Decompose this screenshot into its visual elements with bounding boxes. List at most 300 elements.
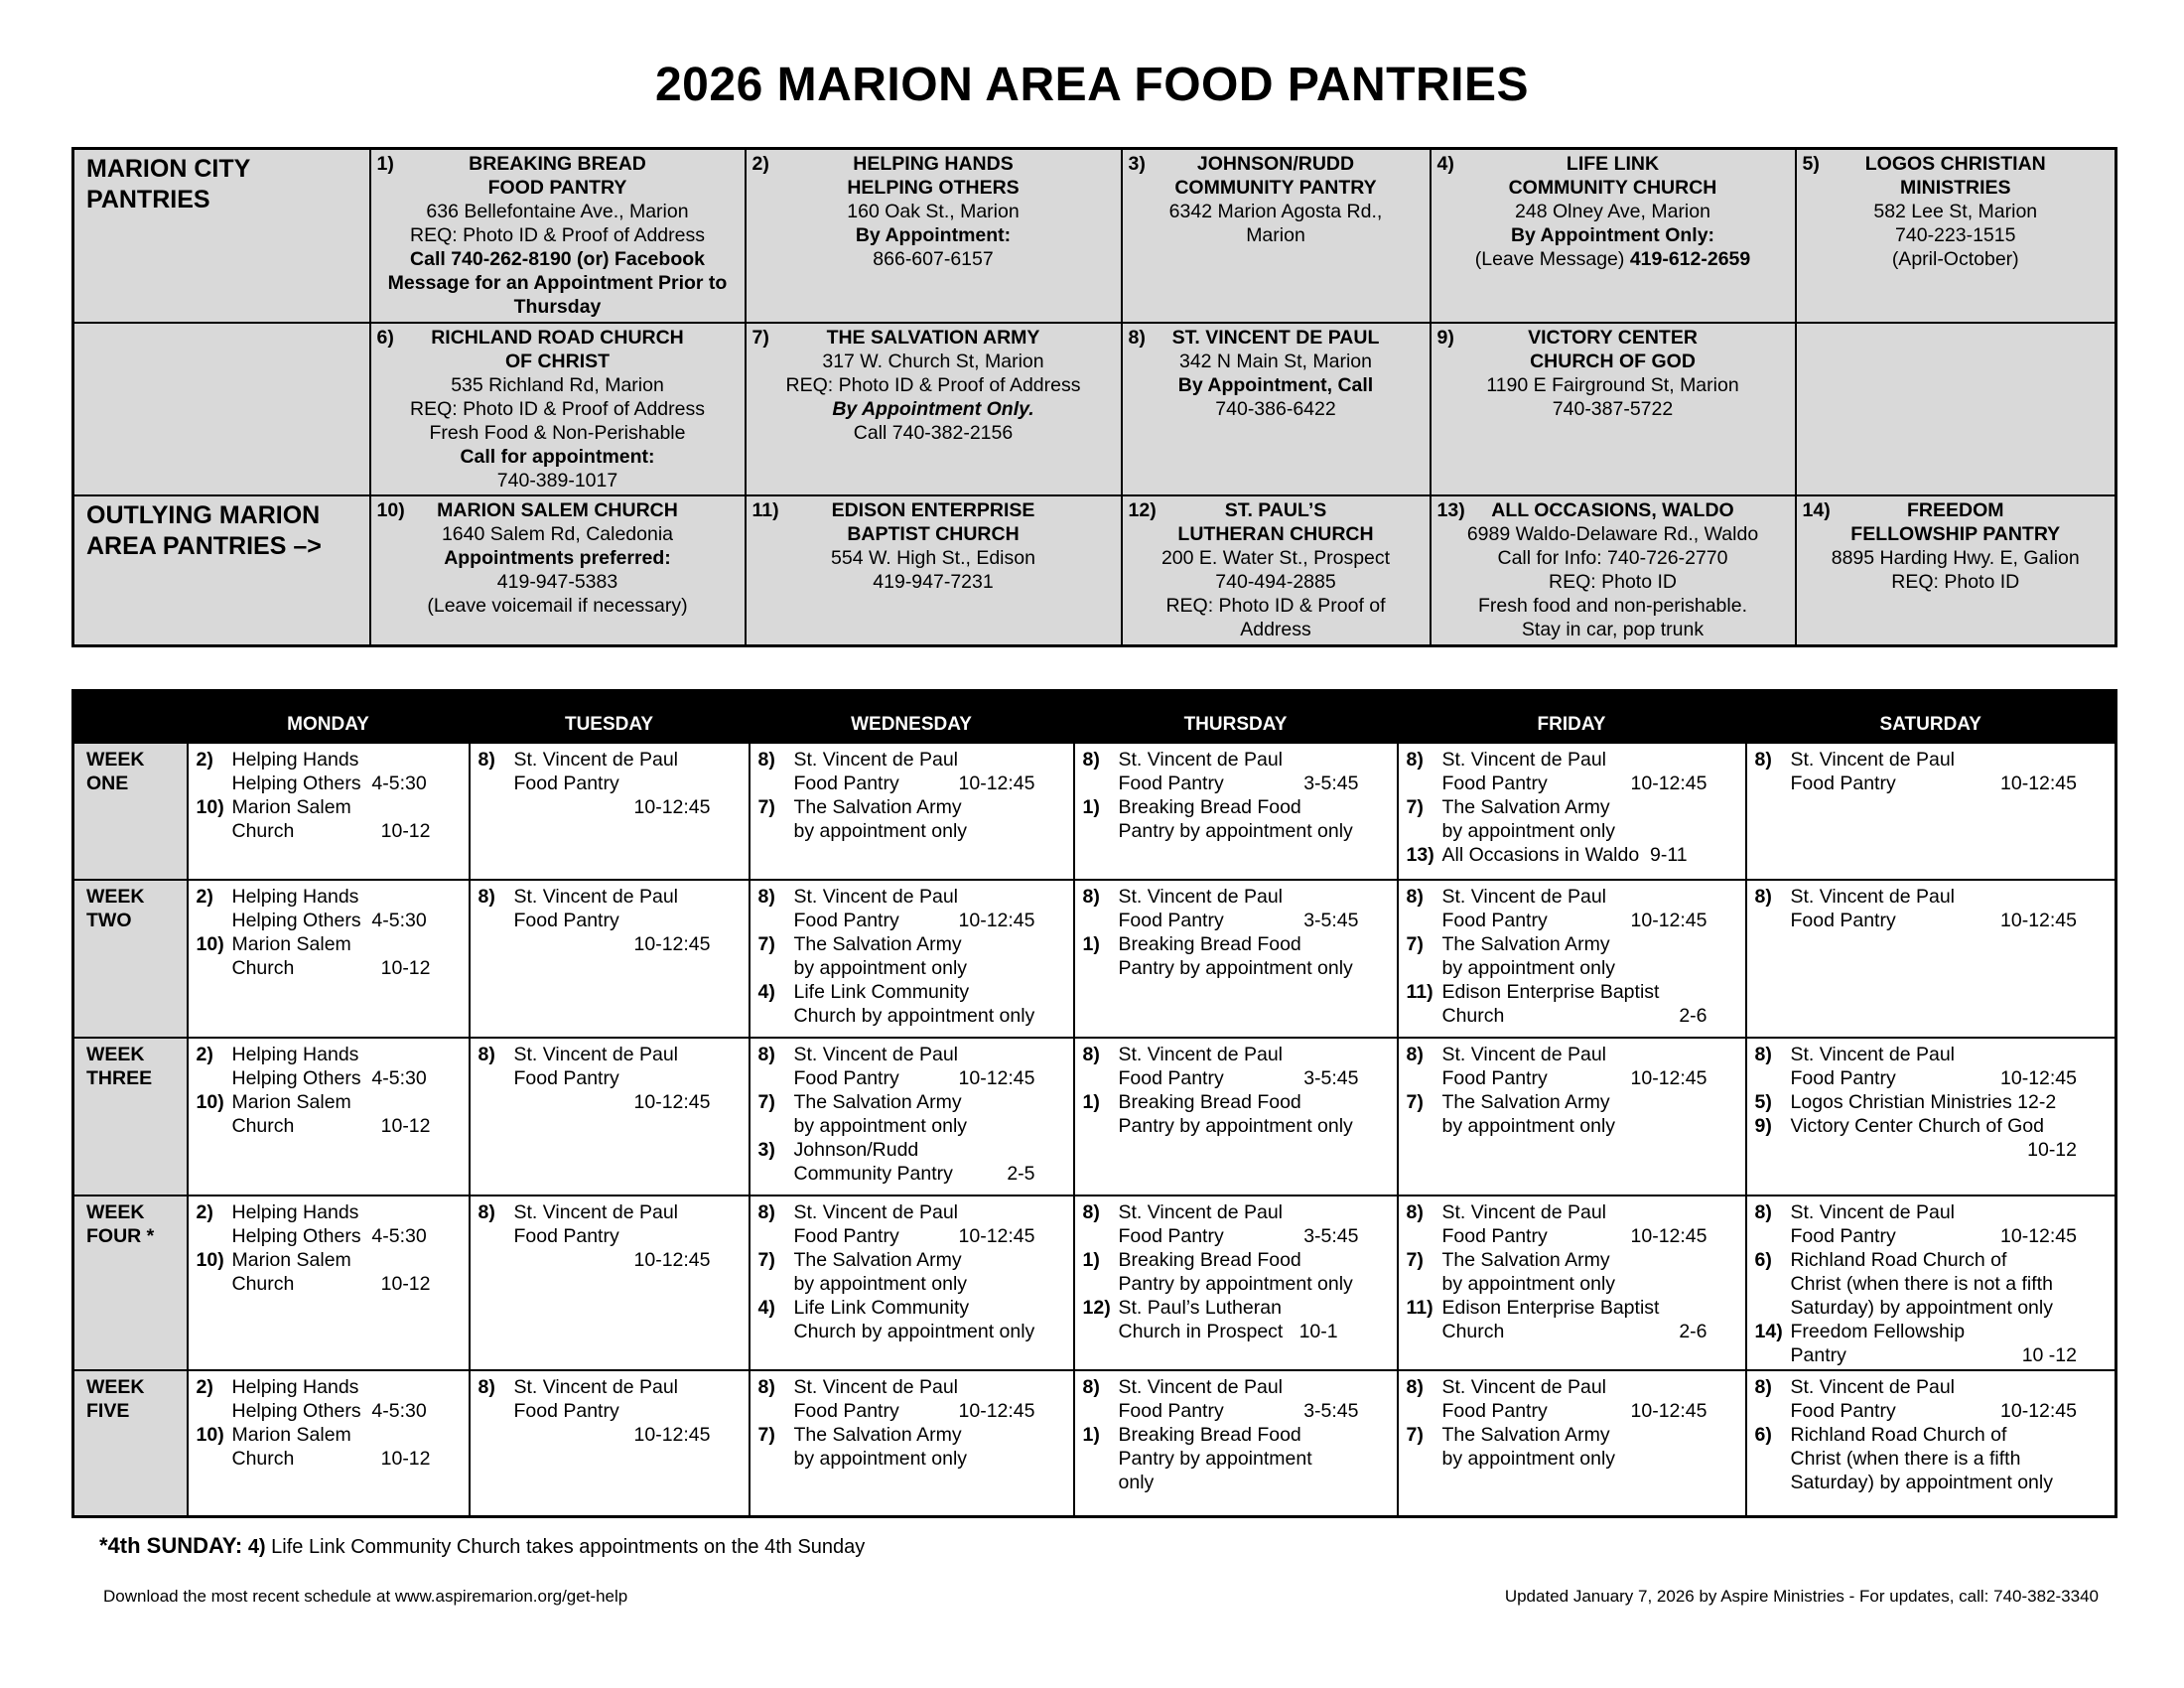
entry-line-text: Breaking Bread Food [1118, 933, 1301, 955]
entry-line-text: St. Vincent de Paul [513, 1044, 679, 1065]
pantry-cell [370, 323, 746, 496]
pantry-detail-line: 740-387-5722 [1552, 397, 1674, 420]
entry-line [1791, 1399, 2108, 1423]
pantry-ref-number: 8) [1082, 1376, 1100, 1398]
entry-line-text: Pantry by appointment [1118, 1448, 1312, 1470]
entry-line [794, 1423, 1065, 1447]
schedule-entry [1407, 843, 1737, 867]
pantry-detail-line: By Appointment Only. [832, 397, 1034, 420]
entry-line [232, 819, 461, 843]
entry-text [794, 980, 1065, 1028]
entry-line-text: Helping Hands [231, 886, 359, 908]
entry-line [1791, 1114, 2108, 1138]
entry-line-text: The Salvation Army [793, 1091, 962, 1113]
entry-text [794, 1043, 1065, 1090]
entry-line [514, 795, 741, 819]
schedule-cell [470, 1196, 750, 1370]
pantry-ref-number: 6) [1754, 1249, 1772, 1271]
schedule-cell [1074, 1038, 1398, 1196]
pantry-name: HELPING HANDS HELPING OTHERS [847, 153, 1020, 199]
entry-line [1119, 1043, 1389, 1066]
pantry-directory-table [71, 147, 2117, 647]
entry-text [1119, 1296, 1389, 1343]
entry-text [514, 1375, 741, 1447]
entry-text [794, 1423, 1065, 1471]
schedule-cell [1746, 1370, 2116, 1516]
entry-time: 10 -12 [2021, 1344, 2077, 1366]
pantry-number: 1) [376, 153, 394, 175]
entry-line-text: Helping Others 4-5:30 [231, 910, 427, 931]
pantry-ref-number: 8) [757, 1201, 775, 1223]
entry-line [514, 1399, 741, 1423]
entry-text [1442, 1043, 1737, 1090]
entry-time: 10-12:45 [2000, 1225, 2077, 1247]
entry-line [232, 1423, 461, 1447]
pantry-ref-number: 8) [1754, 1201, 1772, 1223]
entry-line-text: Church [1441, 1005, 1505, 1027]
pantry-detail-line: 8895 Harding Hwy. E, Galion [1831, 547, 2080, 570]
schedule-entry [197, 1248, 461, 1296]
entry-text [232, 932, 461, 980]
schedule-entry [1755, 1090, 2108, 1114]
schedule-entry [758, 795, 1065, 843]
entry-line [1119, 748, 1389, 772]
pantry-ref-number: 9) [1754, 1115, 1772, 1137]
entry-line [1791, 1200, 2108, 1224]
pantry-heading [1437, 498, 1789, 522]
pantry-ref-number: 8) [757, 1044, 775, 1065]
entry-line-text: Food Pantry [513, 773, 619, 794]
entry-line [1119, 1320, 1389, 1343]
entry-line-text: St. Vincent de Paul [1441, 749, 1607, 771]
entry-time: 10-12 [380, 1448, 431, 1470]
pantry-detail-line: 740-389-1017 [496, 469, 618, 492]
pantry-ref-number: 2) [196, 749, 213, 771]
entry-line-text: St. Vincent de Paul [1118, 886, 1284, 908]
entry-line-text: by appointment only [1441, 957, 1616, 979]
entry-line-text: St. Vincent de Paul [513, 1201, 679, 1223]
pantry-ref-number: 8) [1082, 886, 1100, 908]
entry-text [794, 885, 1065, 932]
week-row [73, 1196, 2116, 1370]
entry-line-text: Food Pantry [1790, 1067, 1896, 1089]
pantry-ref-number: 7) [1406, 1091, 1424, 1113]
entry-line-text: Food Pantry [1441, 1067, 1548, 1089]
pantry-detail-line: Call 740-382-2156 [853, 421, 1014, 444]
entry-line-text: Life Link Community [793, 1297, 970, 1319]
entry-line [794, 819, 1065, 843]
entry-time: 10-12:45 [958, 1225, 1035, 1247]
entry-line-text: Food Pantry [1441, 910, 1548, 931]
entry-line [1119, 1447, 1389, 1471]
detail-text: (Leave Message) [1474, 248, 1630, 270]
entry-line [1119, 1114, 1389, 1138]
pantry-ref-number: 3) [757, 1139, 775, 1161]
entry-line [1442, 885, 1737, 909]
pantry-heading [377, 326, 739, 373]
fourth-sunday-note [99, 1533, 865, 1559]
entry-line [794, 1162, 1065, 1186]
schedule-entry [1755, 1423, 2108, 1494]
download-link-text[interactable]: Download the most recent schedule at www.aspiremarion.org/get-help [103, 1587, 628, 1606]
entry-text [1442, 1375, 1737, 1423]
pantry-ref-number: 2) [196, 1376, 213, 1398]
pantry-detail-line: 419-947-5383 [496, 571, 618, 594]
pantry-cell [1122, 323, 1431, 496]
day-header-wednesday: WEDNESDAY [750, 691, 1074, 744]
pantry-ref-number: 8) [1754, 886, 1772, 908]
pantry-detail-line: (Leave voicemail if necessary) [427, 595, 688, 618]
week-label: WEEK FIVE [73, 1370, 188, 1516]
pantry-ref-number: 8) [757, 1376, 775, 1398]
pantry-ref-number: 10) [196, 933, 224, 955]
entry-text [794, 1375, 1065, 1423]
pantry-detail-line: 582 Lee St, Marion [1873, 201, 2038, 222]
entry-text [1119, 1423, 1389, 1494]
pantry-cell [1431, 495, 1796, 645]
entry-line [1119, 956, 1389, 980]
entry-line-text: by appointment only [793, 1448, 968, 1470]
entry-line [232, 1224, 461, 1248]
week-row [73, 880, 2116, 1038]
entry-line [1791, 1043, 2108, 1066]
entry-line [1119, 1090, 1389, 1114]
schedule-entry [1083, 1423, 1389, 1494]
schedule-entry [1083, 1043, 1389, 1090]
entry-text [1442, 885, 1737, 932]
schedule-cell [470, 880, 750, 1038]
entry-line [1791, 885, 2108, 909]
entry-line [1442, 795, 1737, 819]
week-row [73, 1038, 2116, 1196]
entry-line [232, 1399, 461, 1423]
corner-cell [73, 691, 188, 744]
schedule-entry [197, 885, 461, 932]
entry-line-text: Food Pantry [1790, 1400, 1896, 1422]
schedule-entry [1407, 1423, 1737, 1471]
pantry-detail-line: 740-494-2885 [1215, 571, 1336, 594]
entry-line-text: only [1118, 1472, 1155, 1493]
entry-line [514, 1375, 741, 1399]
entry-text [514, 1200, 741, 1272]
schedule-cell [1398, 1370, 1746, 1516]
entry-text [1791, 1423, 2108, 1494]
entry-time: 10-12:45 [633, 933, 711, 955]
entry-line-text: St. Vincent de Paul [793, 1376, 959, 1398]
pantry-ref-number: 11) [1406, 981, 1433, 1003]
entry-text [232, 1375, 461, 1423]
schedule-cell [1398, 743, 1746, 880]
schedule-entry [758, 1375, 1065, 1423]
pantry-heading [752, 498, 1115, 546]
week-label: WEEK THREE [73, 1038, 188, 1196]
entry-text [1442, 843, 1737, 867]
pantry-cell [1122, 495, 1431, 645]
entry-text [1791, 1248, 2108, 1320]
entry-line [794, 1224, 1065, 1248]
schedule-cell [1074, 880, 1398, 1038]
schedule-cell [1398, 1038, 1746, 1196]
entry-line [1119, 1272, 1389, 1296]
pantry-cell [1122, 149, 1431, 323]
empty-pantry-cell [1796, 323, 2116, 496]
schedule-cell [188, 1038, 470, 1196]
entry-text [1442, 795, 1737, 843]
entry-line-text: Church [231, 1448, 295, 1470]
entry-text [1791, 1320, 2108, 1367]
pantry-detail-line: 342 N Main St, Marion [1178, 350, 1372, 372]
entry-line [1119, 932, 1389, 956]
entry-text [1119, 1375, 1389, 1423]
entry-line [1791, 1320, 2108, 1343]
entry-line-text: Helping Hands [231, 749, 359, 771]
schedule-entry [197, 1375, 461, 1423]
entry-time: 10-12:45 [633, 1091, 711, 1113]
entry-line [794, 980, 1065, 1004]
entry-line [1442, 1200, 1737, 1224]
entry-time: 10-12:45 [1630, 773, 1707, 794]
entry-line-text: Food Pantry [1790, 910, 1896, 931]
schedule-cell [1074, 743, 1398, 880]
pantry-cell [746, 495, 1122, 645]
entry-time: 10-12:45 [1630, 1225, 1707, 1247]
entry-line [794, 795, 1065, 819]
entry-time: 3-5:45 [1303, 773, 1359, 794]
entry-line-text: St. Vincent de Paul [793, 886, 959, 908]
entry-text [1791, 1114, 2108, 1162]
entry-line [1442, 1296, 1737, 1320]
entry-line [1442, 1320, 1737, 1343]
entry-line-text: Church in Prospect 10-1 [1118, 1321, 1338, 1342]
entry-line-text: Pantry by appointment only [1118, 820, 1353, 842]
entry-line-text: Breaking Bread Food [1118, 1424, 1301, 1446]
entry-text [794, 1138, 1065, 1186]
schedule-entry [758, 980, 1065, 1028]
entry-line-text: Johnson/Rudd [793, 1139, 919, 1161]
pantry-detail-line: 6342 Marion Agosta Rd., Marion [1168, 201, 1383, 246]
pantry-detail-line: 636 Bellefontaine Ave., Marion [426, 201, 689, 222]
entry-line [794, 1200, 1065, 1224]
entry-text [1442, 1248, 1737, 1296]
entry-text [1791, 1200, 2108, 1248]
entry-line [232, 1114, 461, 1138]
entry-time: 10-12:45 [633, 1424, 711, 1446]
entry-line [1442, 1004, 1737, 1028]
entry-text [794, 795, 1065, 843]
pantry-heading [377, 498, 739, 522]
schedule-entry [478, 748, 741, 819]
entry-text [1791, 748, 2108, 795]
entry-line [1442, 1447, 1737, 1471]
pantry-ref-number: 8) [478, 749, 495, 771]
schedule-entry [478, 1200, 741, 1272]
pantry-detail-line: 419-947-7231 [873, 571, 994, 594]
pantry-ref-number: 8) [1406, 886, 1424, 908]
entry-text [1442, 1090, 1737, 1138]
entry-line [1442, 932, 1737, 956]
schedule-cell [188, 1196, 470, 1370]
pantry-name: MARION SALEM CHURCH [437, 499, 678, 522]
pantry-ref-number: 7) [757, 1249, 775, 1271]
pantry-row [73, 149, 2116, 323]
schedule-cell [750, 880, 1074, 1038]
entry-line-text: Edison Enterprise Baptist [1441, 1297, 1660, 1319]
pantry-ref-number: 2) [196, 886, 213, 908]
pantry-detail-line: REQ: Photo ID & Proof of Address [1165, 595, 1386, 641]
pantry-number: 6) [376, 326, 394, 349]
entry-time: 10-12:45 [1630, 1400, 1707, 1422]
pantry-detail-line: 535 Richland Rd, Marion [451, 373, 664, 396]
entry-line [1791, 909, 2108, 932]
day-header-friday: FRIDAY [1398, 691, 1746, 744]
entry-time: 3-5:45 [1303, 1225, 1359, 1247]
entry-line-text: St. Vincent de Paul [513, 749, 679, 771]
entry-line-text: Food Pantry [793, 1400, 899, 1422]
pantry-ref-number: 8) [478, 886, 495, 908]
entry-line [1791, 748, 2108, 772]
entry-line-text: The Salvation Army [793, 796, 962, 818]
entry-time: 2-6 [1679, 1005, 1707, 1027]
week-label: WEEK ONE [73, 743, 188, 880]
schedule-entry [478, 885, 741, 956]
week-row [73, 1370, 2116, 1516]
pantry-cell [370, 149, 746, 323]
entry-text [794, 1090, 1065, 1138]
pantry-detail-line: 248 Olney Ave, Marion [1515, 201, 1710, 222]
entry-line [1119, 1296, 1389, 1320]
pantry-ref-number: 7) [1406, 933, 1424, 955]
entry-line-text: Helping Hands [231, 1044, 359, 1065]
entry-line-text: Food Pantry [1118, 1225, 1224, 1247]
entry-line [794, 1272, 1065, 1296]
pantry-number: 2) [751, 153, 769, 175]
entry-line [232, 1272, 461, 1296]
entry-line-text: The Salvation Army [793, 1249, 962, 1271]
entry-line [1791, 1272, 2108, 1296]
pantry-heading [1437, 326, 1789, 373]
entry-line-text: Helping Others 4-5:30 [231, 1067, 427, 1089]
entry-line [1119, 772, 1389, 795]
entry-text [794, 748, 1065, 795]
entry-line-text: by appointment only [793, 1273, 968, 1295]
entry-line [1119, 1399, 1389, 1423]
entry-time: 10-12 [2027, 1139, 2077, 1161]
entry-line [794, 932, 1065, 956]
pantry-detail-line: 740-223-1515 [1895, 224, 2016, 246]
entry-time: 10-12:45 [633, 796, 711, 818]
schedule-entry [1083, 885, 1389, 932]
entry-line [1119, 1471, 1389, 1494]
entry-line-text: by appointment only [1441, 820, 1616, 842]
entry-line [794, 1248, 1065, 1272]
pantry-heading [1803, 498, 2110, 546]
entry-line-text: Richland Road Church of [1790, 1249, 2007, 1271]
pantry-ref-number: 8) [1406, 1044, 1424, 1065]
entry-line [794, 1114, 1065, 1138]
entry-time: 10-12:45 [2000, 1400, 2077, 1422]
pantry-row-label: OUTLYING MARION AREA PANTRIES –> [73, 495, 370, 645]
pantry-number: 7) [751, 326, 769, 349]
pantry-ref-number: 8) [1082, 1044, 1100, 1065]
schedule-cell [1398, 880, 1746, 1038]
entry-line [1791, 1248, 2108, 1272]
entry-line-text: Food Pantry [1118, 773, 1224, 794]
entry-time: 2-6 [1679, 1321, 1707, 1342]
pantry-ref-number: 8) [1754, 749, 1772, 771]
entry-line [1119, 1375, 1389, 1399]
pantry-detail-line: By Appointment: [855, 224, 1012, 246]
schedule-entry [1407, 932, 1737, 980]
entry-text [794, 1296, 1065, 1343]
entry-line [794, 772, 1065, 795]
entry-line-text: Food Pantry [793, 1067, 899, 1089]
entry-line [1791, 1066, 2108, 1090]
entry-line [1442, 980, 1737, 1004]
entry-line [514, 932, 741, 956]
pantry-ref-number: 8) [478, 1376, 495, 1398]
entry-text [1119, 932, 1389, 980]
entry-line-text: by appointment only [1441, 1448, 1616, 1470]
entry-line-text: Food Pantry [1118, 1400, 1224, 1422]
pantry-detail-line: 1640 Salem Rd, Caledonia [441, 523, 674, 546]
entry-line [1791, 1090, 2108, 1114]
pantry-ref-number: 7) [1406, 1249, 1424, 1271]
entry-line-text: by appointment only [793, 957, 968, 979]
schedule-entry [1407, 748, 1737, 795]
schedule-entry [197, 748, 461, 795]
entry-text [794, 1248, 1065, 1296]
entry-line-text: All Occasions in Waldo 9-11 [1441, 844, 1688, 866]
pantry-cell [1431, 323, 1796, 496]
entry-line-text: Food Pantry [1441, 773, 1548, 794]
schedule-entry [1755, 1375, 2108, 1423]
entry-text [1442, 980, 1737, 1028]
entry-line-text: Church [231, 1115, 295, 1137]
pantry-ref-number: 7) [757, 1091, 775, 1113]
entry-line-text: Logos Christian Ministries 12-2 [1790, 1091, 2057, 1113]
day-header-thursday: THURSDAY [1074, 691, 1398, 744]
entry-line-text: Edison Enterprise Baptist [1441, 981, 1660, 1003]
pantry-ref-number: 1) [1082, 933, 1100, 955]
entry-line-text: Food Pantry [513, 1225, 619, 1247]
entry-line-text: The Salvation Army [1441, 1249, 1610, 1271]
pantry-row [73, 495, 2116, 645]
schedule-cell [750, 743, 1074, 880]
pantry-ref-number: 8) [1406, 1376, 1424, 1398]
pantry-detail-line: REQ: Photo ID [1549, 571, 1677, 594]
entry-line-text: St. Vincent de Paul [793, 1044, 959, 1065]
pantry-ref-number: 8) [1754, 1376, 1772, 1398]
pantry-ref-number: 7) [757, 1424, 775, 1446]
entry-time: 10-12:45 [958, 1067, 1035, 1089]
entry-line [514, 1248, 741, 1272]
schedule-cell [188, 743, 470, 880]
pantry-name: EDISON ENTERPRISE BAPTIST CHURCH [831, 499, 1035, 546]
pantry-name: ST. VINCENT DE PAUL [1171, 326, 1380, 349]
entry-line [1442, 772, 1737, 795]
entry-line [1791, 1296, 2108, 1320]
entry-line-text: St. Vincent de Paul [793, 1201, 959, 1223]
schedule-cell [188, 880, 470, 1038]
entry-text [1442, 1296, 1737, 1343]
pantry-ref-number: 1) [1082, 796, 1100, 818]
entry-line-text: Food Pantry [1118, 1067, 1224, 1089]
entry-line [794, 885, 1065, 909]
entry-line-text: by appointment only [793, 820, 968, 842]
entry-line-text: St. Vincent de Paul [1790, 886, 1956, 908]
pantry-detail-line: REQ: Photo ID & Proof of Address [410, 224, 705, 246]
entry-line [1791, 1138, 2108, 1162]
